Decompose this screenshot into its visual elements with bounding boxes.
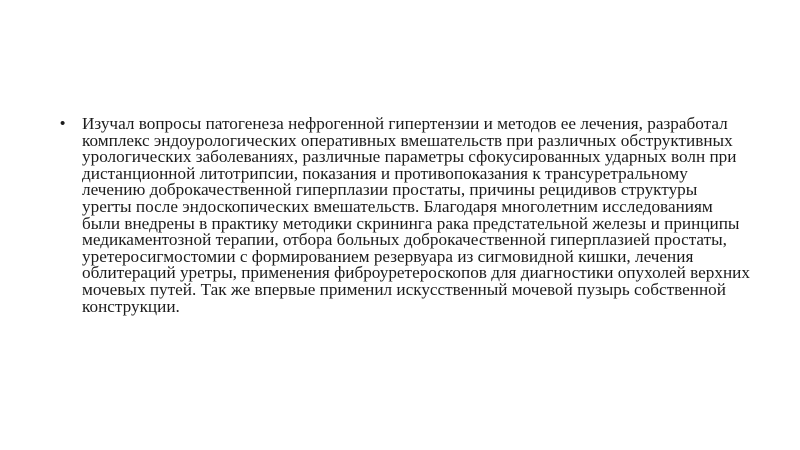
bullet-item — [60, 116, 750, 315]
bullet-text: Изучал вопросы патогенеза нефрогенной гипертензии и методов ее лечения, разработал комплекс эндоурологических оперативных вмешательств при различных обструктивных урологических заболеваниях, различные параметры сфокусированных ударных волн при дистанционной литотрипсии, показания и противопоказания к трансуретральному лечению доброкачественной гиперплазии простаты, причины рецидивов структуры уреrты после эндоскопических вмешательств. Благодаря многолетним исследованиям были внедрены в практику методики скрининга рака предстательной железы и принципы медикаментозной терапии, отбора больных доброкачественной гиперплазией простаты, уретеросигмостомии с формированием резервуара из сигмовидной кишки, лечения облитераций уретры, применения фиброуретероскопов для диагностики опухолей верхних мочевых путей. Так же впервые применил искусственный мочевой пузырь собственной конструкции. — [82, 114, 750, 316]
bullet-list — [60, 116, 750, 315]
bullet-dot-icon: • — [60, 115, 66, 132]
